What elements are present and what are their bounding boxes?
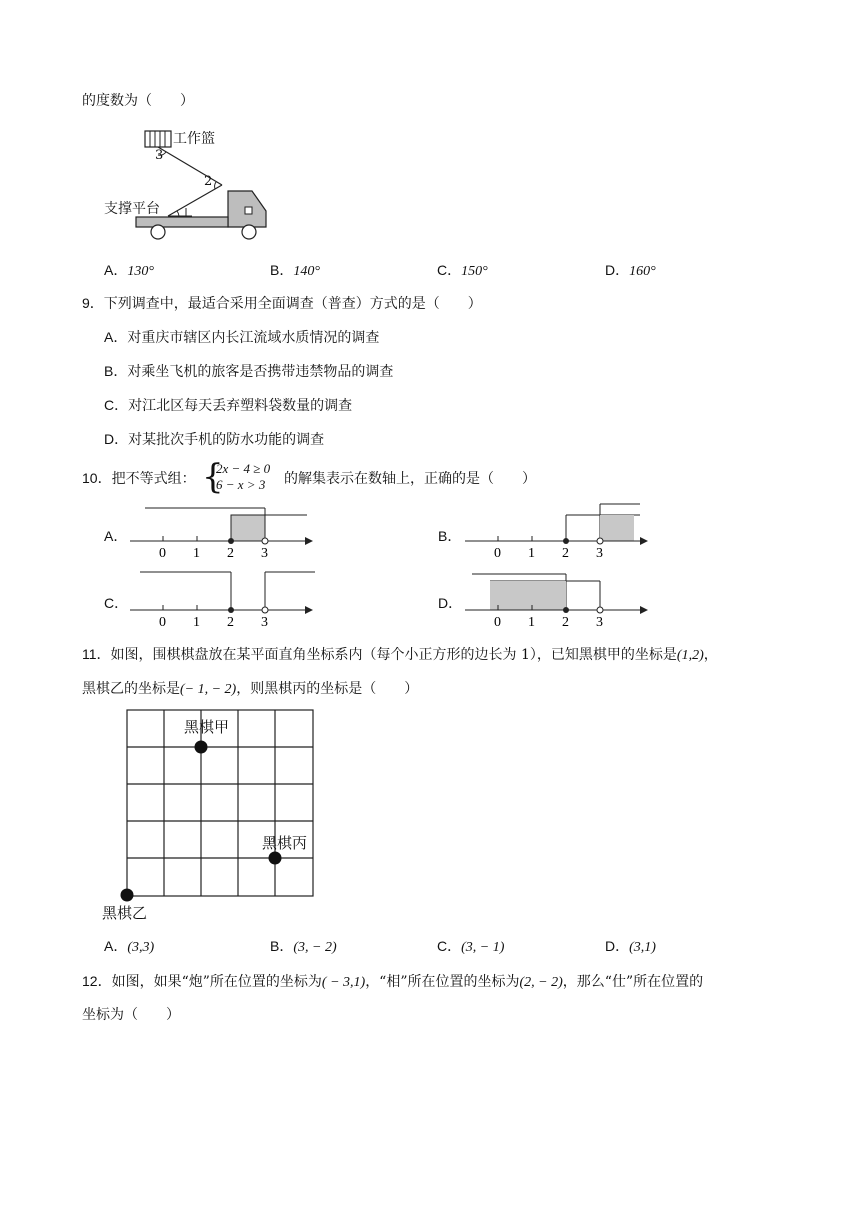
black-stone-bing [269, 852, 282, 865]
q10-numberline-d[interactable] [460, 568, 655, 628]
q11-option-b[interactable]: B．(3, − 2) [270, 938, 337, 955]
svg-text:1: 1 [193, 546, 200, 560]
q10-option-c[interactable]: C． [104, 595, 129, 611]
stone-jia-label: 黑棋甲 [184, 718, 230, 736]
q10-stem-post: 的解集表示在数轴上，正确的是（ ） [284, 471, 536, 487]
q11-option-a[interactable]: A．(3,3) [104, 938, 155, 955]
svg-text:3: 3 [596, 546, 603, 560]
svg-text:2: 2 [562, 546, 569, 560]
q9-option-d[interactable]: D．对某批次手机的防水功能的调查 [104, 431, 325, 448]
platform-bed-shape [136, 217, 228, 227]
q8-option-c[interactable]: C．150° [437, 262, 488, 279]
q9-option-c[interactable]: C．对江北区每天丢弃塑料袋数量的调查 [104, 397, 353, 414]
svg-text:3: 3 [596, 615, 603, 628]
q10-numberline-a[interactable] [125, 500, 320, 560]
svg-text:0: 0 [494, 546, 501, 560]
q10-stem-pre: 10．把不等式组： [82, 470, 196, 487]
svg-text:0: 0 [494, 615, 501, 628]
q10-option-b[interactable]: B． [438, 528, 462, 544]
q10-option-d[interactable]: D． [438, 595, 463, 611]
svg-text:1: 1 [528, 546, 535, 560]
black-stone-jia [195, 741, 208, 754]
q8-option-a[interactable]: A．130° [104, 262, 154, 279]
svg-text:2: 2 [227, 615, 234, 628]
q10-numberline-c[interactable] [125, 568, 320, 628]
angle-3-label: 3 [155, 148, 164, 163]
rear-wheel-shape [242, 225, 256, 239]
stone-yi-label: 黑棋乙 [102, 904, 148, 922]
black-stone-yi [121, 889, 134, 902]
q12-stem-line1: 12．如图，如果“炮”所在位置的坐标为( − 3,1)，“相”所在位置的坐标为(2, − 2)，那么“仕”所在位置的 [82, 973, 704, 990]
work-basket-shape [145, 131, 171, 147]
svg-text:1: 1 [528, 615, 535, 628]
platform-label: 支撑平台 [104, 201, 160, 217]
svg-text:2: 2 [562, 615, 569, 628]
front-wheel-shape [151, 225, 165, 239]
basket-label: 工作篮 [173, 131, 215, 147]
svg-text:3: 3 [261, 615, 268, 628]
inequality-1: 2x − 4 ≥ 0 [216, 461, 271, 476]
q10-numberline-b[interactable] [460, 500, 655, 560]
lower-arm-line [168, 185, 222, 216]
svg-text:0: 0 [159, 615, 166, 628]
q9-option-b[interactable]: B．对乘坐飞机的旅客是否携带违禁物品的调查 [104, 363, 394, 380]
q11-option-d[interactable]: D．(3,1) [605, 938, 656, 955]
q8-stem-tail: 的度数为（ ） [82, 93, 194, 109]
q11-stem-line2: 黑棋乙的坐标是(− 1, − 2)，则黑棋丙的坐标是（ ） [82, 681, 419, 697]
inequality-brace: { [202, 457, 224, 497]
q8-option-d[interactable]: D．160° [605, 262, 656, 279]
svg-text:1: 1 [193, 615, 200, 628]
q12-stem-line2: 坐标为（ ） [82, 1007, 180, 1023]
q11-stem-line1: 11．如图，围棋棋盘放在某平面直角坐标系内（每个小正方形的边长为 1），已知黑棋甲的坐标是(1,2)， [82, 646, 718, 663]
angle-2-label: 2 [204, 174, 213, 189]
inequality-2: 6 − x > 3 [216, 477, 266, 492]
svg-text:2: 2 [227, 546, 234, 560]
upper-arm-line [158, 147, 222, 185]
q8-option-b[interactable]: B．140° [270, 262, 320, 279]
q11-option-c[interactable]: C．(3, − 1) [437, 938, 505, 955]
q9-option-a[interactable]: A．对重庆市辖区内长江流域水质情况的调查 [104, 329, 380, 346]
svg-text:0: 0 [159, 546, 166, 560]
svg-text:3: 3 [261, 546, 268, 560]
q10-option-a[interactable]: A． [104, 528, 128, 544]
stone-bing-label: 黑棋丙 [262, 834, 308, 852]
q9-stem: 9．下列调查中，最适合采用全面调查（普查）方式的是（ ） [82, 295, 482, 312]
